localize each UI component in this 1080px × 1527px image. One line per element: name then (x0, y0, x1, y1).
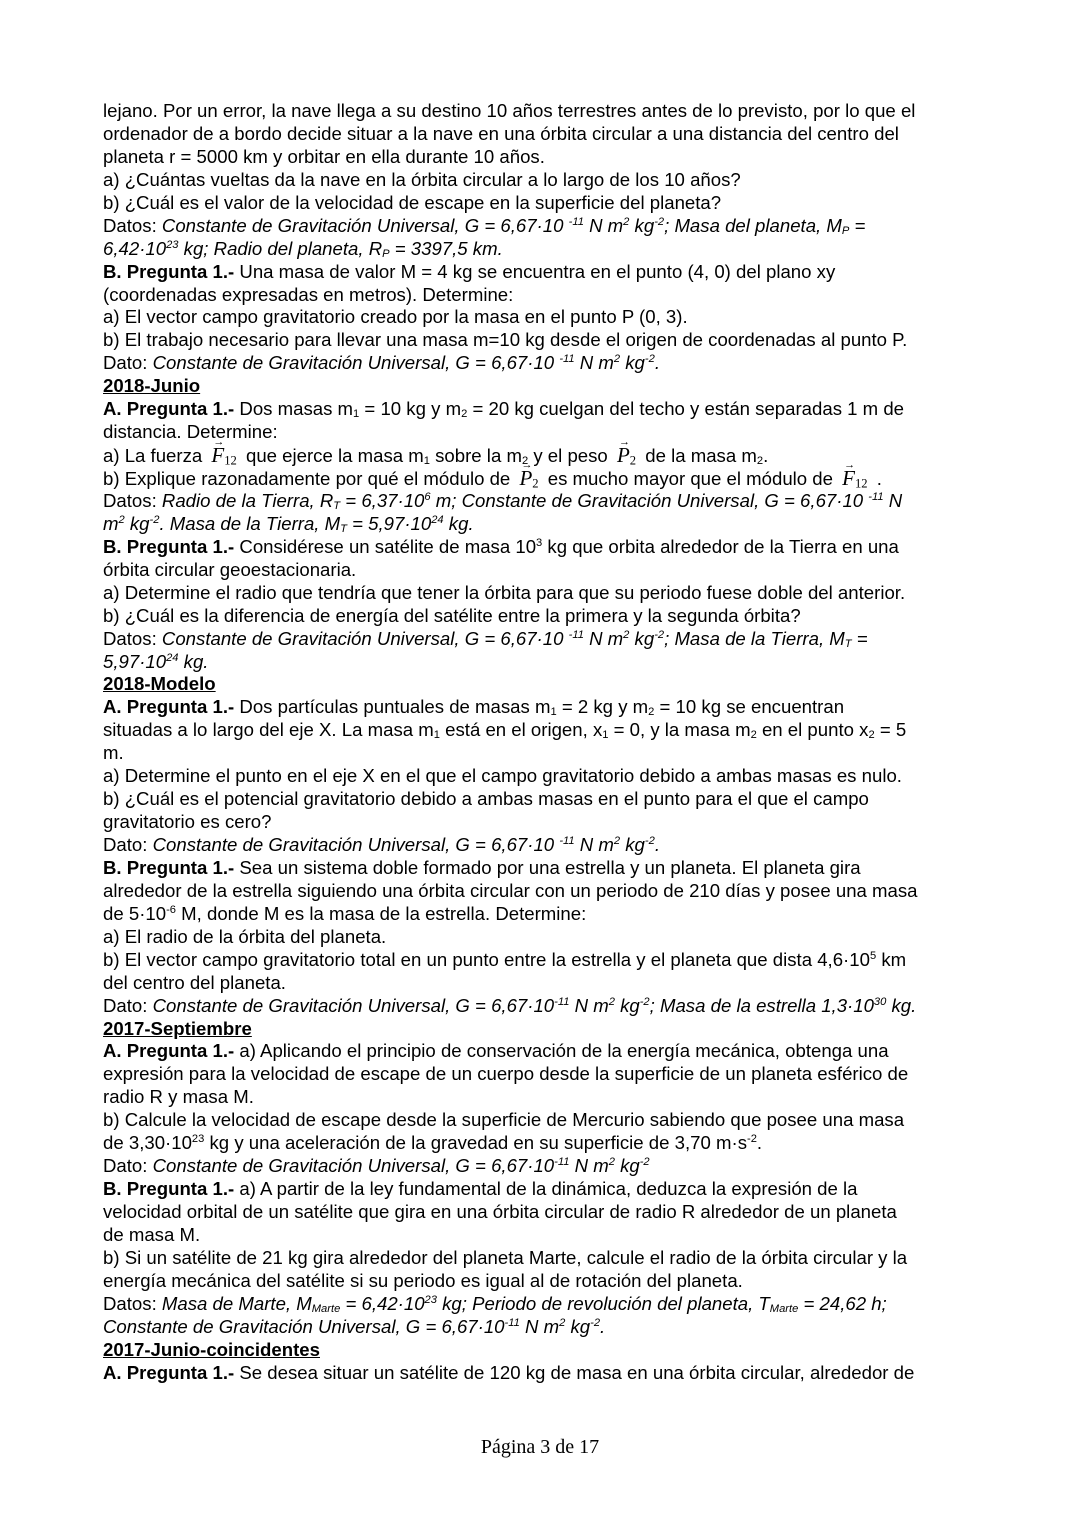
text-line: b) Explique razonadamente por qué el módulo de → $P_2$ es mucho mayor que el módulo de → $F_{12}$ . (103, 467, 983, 490)
text-line: Dato: Constante de Gravitación Universal, G = 6,67·10 $^{-11}$ N $m^2$ $kg^{-2}$. (103, 352, 660, 374)
page-body (103, 100, 983, 1385)
text-line: A. Pregunta 1.- Dos partículas puntuales de masas $m_1 = 2$ kg y $m_2 = 10$ kg se encuentran (103, 696, 845, 719)
text-line: gravitatorio es cero? (103, 811, 272, 833)
text-line: m. (103, 742, 124, 764)
text-line: distancia. Determine: (103, 421, 278, 443)
text-line: del centro del planeta. (103, 971, 286, 993)
section-heading: 2018-Junio (103, 375, 201, 397)
section-heading: 2018-Modelo (103, 673, 216, 695)
text-line: $m^2$ $kg^{-2}$. Masa de la Tierra, $M_T = 5,97\cdot 10^{24}$ kg. (103, 512, 474, 536)
text-line: de $3,30\cdot 10^{23}$ kg y una aceleración de la gravedad en su superficie de 3,70 $m\cdot s^{-2}$. (103, 1132, 763, 1154)
text-line: radio R y masa M. (103, 1086, 254, 1108)
text-line: órbita circular geoestacionaria. (103, 558, 357, 580)
text-line: Datos: Masa de Marte, $M_{Marte} = 6,42\cdot 10^{23}$ kg; Periodo de revolución del planeta, $T_{Marte} = 24,62$ h; (103, 1292, 887, 1315)
text-line: Datos: Constante de Gravitación Universal, G = 6,67·10 $^{-11}$ N $m^2$ $kg^{-2}$; Masa de la Tierra, $M_T$ = (103, 627, 868, 650)
text-line: b) ¿Cuál es la diferencia de energía del satélite entre la primera y la segunda órbita? (103, 604, 801, 626)
text-line: A. Pregunta 1.- Dos masas $m_1 = 10$ kg y $m_2 = 20$ kg cuelgan del techo y están separadas 1 m de (103, 398, 905, 421)
text-line: a) Determine el radio que tendría que tener la órbita para que su periodo fuese doble del anterior. (103, 581, 906, 603)
text-line: b) Calcule la velocidad de escape desde la superficie de Mercurio sabiendo que posee una masa (103, 1109, 905, 1131)
text-line: a) La fuerza → $F_{12}$ que ejerce la masa $m_1$ sobre la $m_2$ y el peso → $P_2$ de la masa $m_2$. (103, 444, 983, 467)
text-line: planeta r = 5000 km y orbitar en ella durante 10 años. (103, 145, 545, 167)
section-heading: 2017-Septiembre (103, 1017, 252, 1039)
text-line: Constante de Gravitación Universal, $G = 6,67\cdot 10^{-11}$ N $m^2$ $kg^{-2}$. (103, 1315, 606, 1337)
text-line: (coordenadas expresadas en metros). Determine: (103, 283, 514, 305)
text-line: B. Pregunta 1.- Una masa de valor M = 4 kg se encuentra en el punto (4, 0) del plano xy (103, 260, 836, 282)
text-line: alrededor de la estrella siguiendo una órbita circular con un periodo de 210 días y posee una masa (103, 879, 918, 901)
text-line: de $5\cdot 10^{-6}$ M, donde M es la masa de la estrella. Determine: (103, 902, 587, 924)
text-line: b) ¿Cuál es el potencial gravitatorio debido a ambas masas en el punto para el que el campo (103, 788, 869, 810)
text-line: B. Pregunta 1.- Considérese un satélite de masa $10^3$ kg que orbita alrededor de la Tierra en una (103, 535, 899, 557)
text-line: a) El vector campo gravitatorio creado por la masa en el punto P (0, 3). (103, 306, 688, 328)
text-line: b) ¿Cuál es el valor de la velocidad de escape en la superficie del planeta? (103, 191, 722, 213)
text-line: Dato: Constante de Gravitación Universal, $G = 6,67\cdot 10^{-11}$ N $m^2$ $kg^{-2}$ (103, 1155, 650, 1177)
text-line: Datos: Constante de Gravitación Universal, G = 6,67·10 $^{-11}$ N $m^2$ $kg^{-2}$; Masa del planeta, $M_P$ = (103, 214, 866, 237)
text-line: ordenador de a bordo decide situar a la nave en una órbita circular a una distancia del centro del (103, 122, 899, 144)
text-line: $6,42\cdot 10^{23}$ kg; Radio del planeta, $R_P = 3397,5$ km. (103, 237, 503, 260)
text-line: B. Pregunta 1.- a) A partir de la ley fundamental de la dinámica, deduzca la expresión de la (103, 1178, 858, 1200)
text-line: energía mecánica del satélite si su periodo es igual al de rotación del planeta. (103, 1269, 743, 1291)
text-line: lejano. Por un error, la nave llega a su destino 10 años terrestres antes de lo previsto, por lo que el (103, 100, 916, 121)
text-line: Datos: Radio de la Tierra, $R_T = 6,37\cdot 10^6$ m; Constante de Gravitación Universal, G = 6,67·10 $^{-11}$ N (103, 489, 903, 513)
text-line: A. Pregunta 1.- a) Aplicando el principio de conservación de la energía mecánica, obtenga una (103, 1040, 889, 1062)
text-line: $5,97\cdot 10^{24}$ kg. (103, 650, 209, 672)
text-line: Dato: Constante de Gravitación Universal, $G = 6,67\cdot 10^{-11}$ N $m^2$ $kg^{-2}$; Masa de la estrella $1,3\cdot 10^{30}$ kg. (103, 994, 917, 1016)
text-line: velocidad orbital de un satélite que gira en una órbita circular de radio R alrededor de un planeta (103, 1201, 897, 1222)
text-line: expresión para la velocidad de escape de un cuerpo desde la superficie de un planeta esférico de (103, 1063, 909, 1085)
text-line: a) Determine el punto en el eje X en el que el campo gravitatorio debido a ambas masas es nulo. (103, 765, 902, 787)
text-line: a) El radio de la órbita del planeta. (103, 925, 387, 947)
text-line: b) Si un satélite de 21 kg gira alrededor del planeta Marte, calcule el radio de la órbita circular y la (103, 1246, 908, 1268)
page-number: Página 3 de 17 (480, 1436, 600, 1458)
text-line: b) El vector campo gravitatorio total en un punto entre la estrella y el planeta que dista $4,6\cdot 10^5$ km (103, 948, 907, 970)
text-line: situadas a lo largo del eje X. La masa $m_1$ está en el origen, $x_1 = 0$, y la masa $m_2$ en el punto $x_2 = 5$ (103, 719, 907, 742)
text-line: Dato: Constante de Gravitación Universal, G = 6,67·10 $^{-11}$ N $m^2$ $kg^{-2}$. (103, 834, 660, 855)
text-line: a) ¿Cuántas vueltas da la nave en la órbita circular a lo largo de los 10 años? (103, 168, 741, 190)
text-line: A. Pregunta 1.- Se desea situar un satélite de 120 kg de masa en una órbita circular, alrededor de (103, 1361, 915, 1383)
text-line: de masa M. (103, 1223, 201, 1245)
text-line: b) El trabajo necesario para llevar una masa m=10 kg desde el origen de coordenadas al punto P. (103, 329, 908, 351)
text-line: B. Pregunta 1.- Sea un sistema doble formado por una estrella y un planeta. El planeta gira (103, 856, 861, 878)
section-heading: 2017-Junio-coincidentes (103, 1338, 320, 1360)
